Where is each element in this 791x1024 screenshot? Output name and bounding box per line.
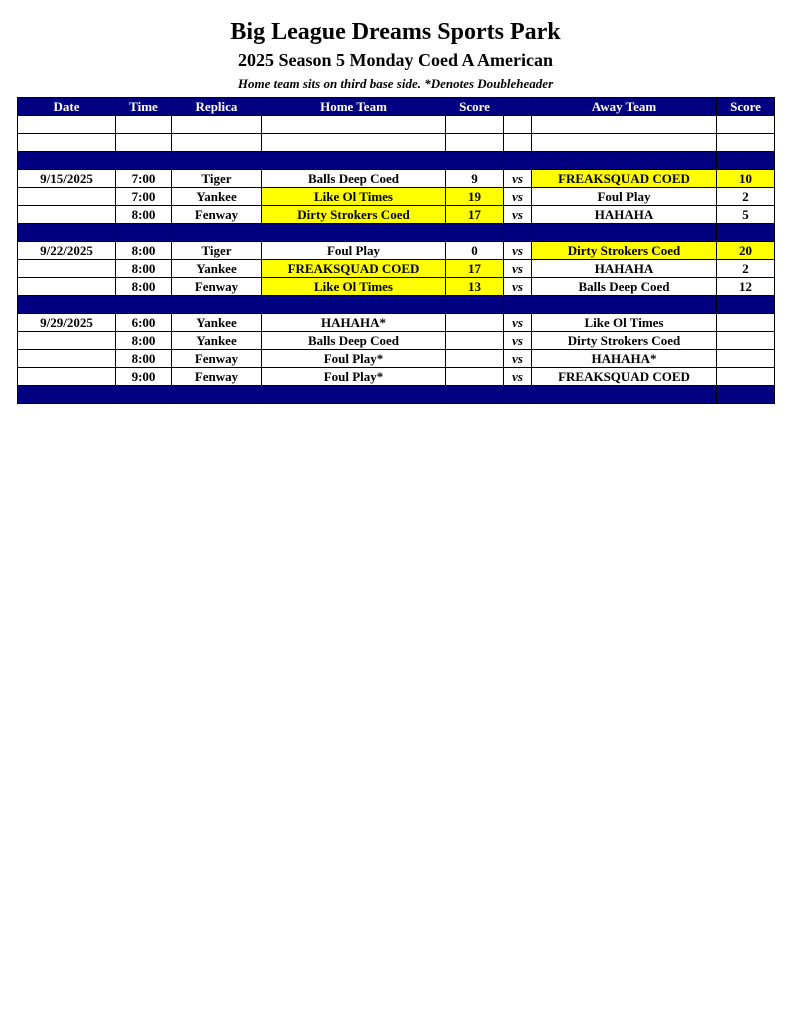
away-score-cell	[717, 386, 775, 404]
away-team-cell: HAHAHA	[532, 206, 717, 224]
date-cell	[18, 206, 116, 224]
replica-cell: Yankee	[172, 332, 262, 350]
date-cell	[18, 134, 116, 152]
home-team-cell: Balls Deep Coed	[262, 332, 446, 350]
away-score-cell: 12	[717, 278, 775, 296]
away-score-cell: 10	[717, 170, 775, 188]
time-cell: 9:00	[116, 368, 172, 386]
replica-cell	[172, 296, 262, 314]
vs-cell: vs	[504, 206, 532, 224]
vs-cell	[504, 116, 532, 134]
game-row	[18, 332, 775, 350]
time-cell	[116, 296, 172, 314]
time-cell: 7:00	[116, 170, 172, 188]
home-score-cell: 17	[446, 260, 504, 278]
vs-cell	[504, 134, 532, 152]
vs-cell: vs	[504, 242, 532, 260]
header-row	[18, 98, 775, 116]
replica-cell: Fenway	[172, 206, 262, 224]
home-team-cell	[262, 386, 446, 404]
vs-cell: vs	[504, 188, 532, 206]
date-cell	[18, 386, 116, 404]
home-score-cell	[446, 116, 504, 134]
date-cell	[18, 260, 116, 278]
date-cell	[18, 350, 116, 368]
home-score-cell	[446, 134, 504, 152]
away-team-cell: Dirty Strokers Coed	[532, 332, 717, 350]
away-score-cell	[717, 332, 775, 350]
away-score-cell	[717, 350, 775, 368]
date-cell: 9/29/2025	[18, 314, 116, 332]
home-score-cell	[446, 296, 504, 314]
col-header-vs	[504, 98, 532, 116]
vs-cell	[504, 386, 532, 404]
separator-row	[18, 296, 775, 314]
date-cell: 9/22/2025	[18, 242, 116, 260]
away-team-cell	[532, 386, 717, 404]
time-cell	[116, 116, 172, 134]
home-score-cell: 19	[446, 188, 504, 206]
game-row	[18, 260, 775, 278]
away-score-cell	[717, 152, 775, 170]
col-header-time: Time	[116, 98, 172, 116]
replica-cell	[172, 116, 262, 134]
game-row	[18, 368, 775, 386]
away-score-cell	[717, 224, 775, 242]
page-title: Big League Dreams Sports Park	[230, 19, 561, 45]
vs-cell	[504, 224, 532, 242]
date-cell	[18, 152, 116, 170]
away-score-cell: 5	[717, 206, 775, 224]
date-cell	[18, 296, 116, 314]
away-team-cell: HAHAHA*	[532, 350, 717, 368]
home-team-cell	[262, 296, 446, 314]
away-team-cell: Foul Play	[532, 188, 717, 206]
replica-cell: Fenway	[172, 350, 262, 368]
home-score-cell: 0	[446, 242, 504, 260]
season-subtitle: 2025 Season 5 Monday Coed A American	[237, 50, 554, 70]
game-row	[18, 278, 775, 296]
replica-cell	[172, 224, 262, 242]
away-score-cell	[717, 296, 775, 314]
replica-cell: Yankee	[172, 314, 262, 332]
away-team-cell	[532, 134, 717, 152]
home-team-cell: Foul Play*	[262, 350, 446, 368]
home-score-cell	[446, 332, 504, 350]
replica-cell	[172, 152, 262, 170]
col-header-away-team: Away Team	[532, 98, 717, 116]
away-team-cell	[532, 116, 717, 134]
home-score-cell	[446, 386, 504, 404]
time-cell	[116, 152, 172, 170]
time-cell	[116, 134, 172, 152]
home-team-cell	[262, 152, 446, 170]
col-header-home-score: Score	[446, 98, 504, 116]
away-team-cell	[532, 224, 717, 242]
date-cell: 9/15/2025	[18, 170, 116, 188]
date-cell	[18, 188, 116, 206]
away-score-cell	[717, 314, 775, 332]
game-row	[18, 242, 775, 260]
home-team-cell: Dirty Strokers Coed	[262, 206, 446, 224]
separator-row	[18, 152, 775, 170]
away-score-cell	[717, 116, 775, 134]
away-score-cell: 2	[717, 260, 775, 278]
home-team-cell: Like Ol Times	[262, 278, 446, 296]
game-row	[18, 314, 775, 332]
blank-row	[18, 134, 775, 152]
home-score-cell: 17	[446, 206, 504, 224]
replica-cell: Fenway	[172, 278, 262, 296]
home-team-cell: FREAKSQUAD COED	[262, 260, 446, 278]
time-cell: 8:00	[116, 260, 172, 278]
home-score-cell	[446, 314, 504, 332]
time-cell: 7:00	[116, 188, 172, 206]
home-score-cell	[446, 350, 504, 368]
time-cell: 8:00	[116, 350, 172, 368]
time-cell: 8:00	[116, 332, 172, 350]
time-cell	[116, 386, 172, 404]
vs-cell	[504, 152, 532, 170]
game-row	[18, 170, 775, 188]
replica-cell: Fenway	[172, 368, 262, 386]
away-score-cell: 20	[717, 242, 775, 260]
home-team-cell: Balls Deep Coed	[262, 170, 446, 188]
home-team-cell	[262, 224, 446, 242]
home-score-cell: 13	[446, 278, 504, 296]
away-team-cell	[532, 152, 717, 170]
replica-cell: Tiger	[172, 242, 262, 260]
replica-cell	[172, 134, 262, 152]
home-score-cell	[446, 368, 504, 386]
time-cell: 8:00	[116, 278, 172, 296]
separator-row	[18, 224, 775, 242]
replica-cell: Yankee	[172, 260, 262, 278]
home-score-cell	[446, 152, 504, 170]
home-team-cell: Foul Play*	[262, 368, 446, 386]
date-cell	[18, 368, 116, 386]
date-cell	[18, 278, 116, 296]
home-team-cell: HAHAHA*	[262, 314, 446, 332]
away-team-cell: Like Ol Times	[532, 314, 717, 332]
replica-cell: Tiger	[172, 170, 262, 188]
vs-cell	[504, 296, 532, 314]
away-team-cell: Balls Deep Coed	[532, 278, 717, 296]
game-row	[18, 350, 775, 368]
blank-row	[18, 116, 775, 134]
time-cell	[116, 224, 172, 242]
vs-cell: vs	[504, 332, 532, 350]
home-team-cell	[262, 116, 446, 134]
date-cell	[18, 332, 116, 350]
col-header-replica: Replica	[172, 98, 262, 116]
date-cell	[18, 224, 116, 242]
col-header-away-score: Score	[717, 98, 775, 116]
date-cell	[18, 116, 116, 134]
vs-cell: vs	[504, 350, 532, 368]
vs-cell: vs	[504, 368, 532, 386]
away-score-cell: 2	[717, 188, 775, 206]
away-team-cell: FREAKSQUAD COED	[532, 170, 717, 188]
col-header-home-team: Home Team	[262, 98, 446, 116]
schedule-table	[17, 97, 775, 404]
separator-row	[18, 386, 775, 404]
away-score-cell	[717, 134, 775, 152]
home-score-cell: 9	[446, 170, 504, 188]
away-team-cell: FREAKSQUAD COED	[532, 368, 717, 386]
home-team-cell: Like Ol Times	[262, 188, 446, 206]
game-row	[18, 188, 775, 206]
vs-cell: vs	[504, 170, 532, 188]
away-score-cell	[717, 368, 775, 386]
away-team-cell	[532, 296, 717, 314]
replica-cell: Yankee	[172, 188, 262, 206]
home-team-cell	[262, 134, 446, 152]
vs-cell: vs	[504, 260, 532, 278]
game-row	[18, 206, 775, 224]
home-score-cell	[446, 224, 504, 242]
home-team-cell: Foul Play	[262, 242, 446, 260]
col-header-date: Date	[18, 98, 116, 116]
schedule-body	[18, 116, 775, 404]
time-cell: 6:00	[116, 314, 172, 332]
replica-cell	[172, 386, 262, 404]
away-team-cell: HAHAHA	[532, 260, 717, 278]
time-cell: 8:00	[116, 242, 172, 260]
schedule-note: Home team sits on third base side. *Denotes Doubleheader	[237, 76, 554, 91]
time-cell: 8:00	[116, 206, 172, 224]
away-team-cell: Dirty Strokers Coed	[532, 242, 717, 260]
vs-cell: vs	[504, 278, 532, 296]
vs-cell: vs	[504, 314, 532, 332]
